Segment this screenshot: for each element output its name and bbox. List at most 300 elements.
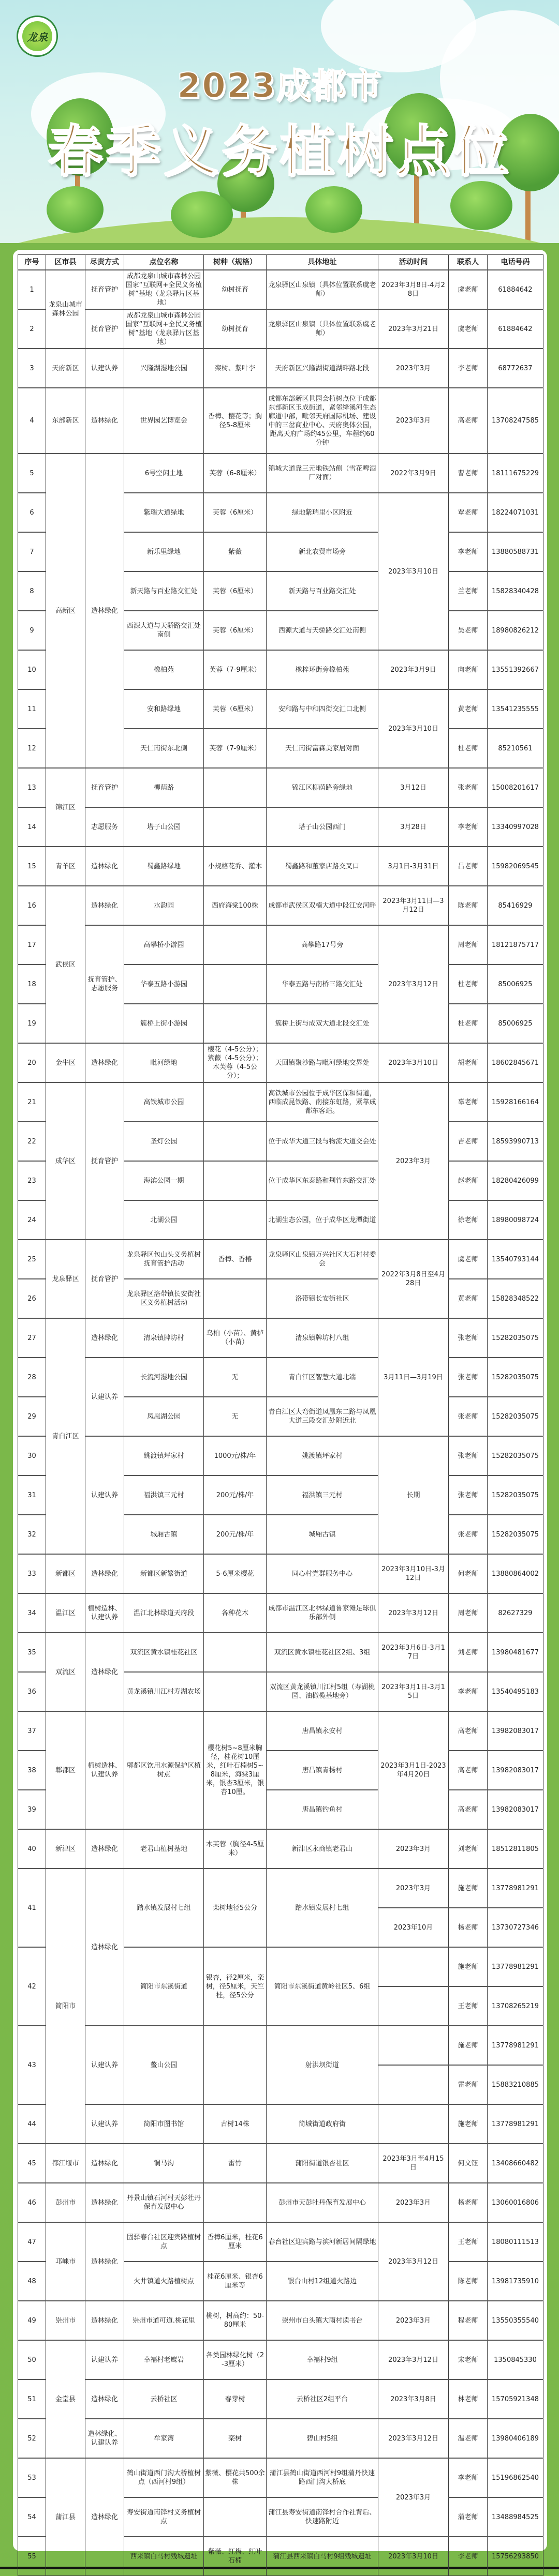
cell-contact: 吕老师 [449, 847, 488, 886]
cell-species [204, 2183, 267, 2222]
cell-name: 西源大道与天骄路交汇处南侧 [124, 611, 204, 650]
cell-phone: 13551392667 [488, 650, 543, 689]
cell-name: 簇桥上街小游园 [124, 1004, 204, 1043]
cell-contact: 雷老师 [449, 2065, 488, 2104]
cell-mode: 造林绿化 [85, 1043, 124, 1082]
cell-contact: 吴老师 [449, 611, 488, 650]
cell-phone: 15828340428 [488, 571, 543, 611]
cell-address: 踏水镇发展村七组 [267, 1869, 378, 1947]
table-row [18, 2419, 543, 2458]
cell-seq: 46 [18, 2183, 46, 2222]
cell-address: 高攀路17号旁 [267, 925, 378, 965]
cell-contact: 吉老师 [449, 1122, 488, 1161]
page-title-main: 春季义务植树点位 [48, 119, 511, 183]
cell-contact: 张老师 [449, 1436, 488, 1475]
cell-seq: 42 [18, 1947, 46, 2026]
cell-contact: 胡老师 [449, 1043, 488, 1082]
cell-species: 紫薇、红梅、红叶石楠 [204, 2537, 267, 2576]
cell-time: 2023年3月10日-3月12日 [378, 1554, 449, 1593]
cell-species: 西府海棠100株 [204, 886, 267, 925]
cell-seq: 55 [18, 2537, 46, 2576]
cell-time: 3月11日—3月19日 [378, 1318, 449, 1436]
cell-seq: 50 [18, 2340, 46, 2379]
cell-contact: 虞老师 [449, 270, 488, 309]
cell-address: 崇州市白头镇大雨村读书台 [267, 2301, 378, 2340]
cell-phone: 85210561 [488, 729, 543, 768]
cell-name: 城厢古镇 [124, 1515, 204, 1554]
cell-seq: 34 [18, 1593, 46, 1633]
cell-phone: 61884642 [488, 270, 543, 309]
cell-name: 鹤山街道西门沟大桥植树点（西河村9组） [124, 2458, 204, 2497]
cell-name: 福洪镇三元村 [124, 1475, 204, 1515]
cell-address: 簇桥上街与成双大道北段交汇处 [267, 1004, 378, 1043]
cell-species [204, 965, 267, 1004]
cell-mode: 造林绿化 [85, 388, 124, 454]
cell-name: 高铁城市公园 [124, 1082, 204, 1122]
table-row [18, 2183, 543, 2222]
column-header-phone: 电话号码 [488, 255, 543, 270]
cell-mode: 造林绿化 [85, 2183, 124, 2222]
cell-name: 踏水镇发展村七组 [124, 1869, 204, 1947]
table-row [18, 1593, 543, 1633]
cell-phone: 15282035075 [488, 1515, 543, 1554]
cell-phone: 13778981291 [488, 1869, 543, 1908]
cell-address: 锦江区柳荫路旁绿地 [267, 768, 378, 807]
cell-species: 小规格花乔、灌木 [204, 847, 267, 886]
cell-time: 2023年3月10日 [378, 689, 449, 768]
cell-mode: 抚育管护 [85, 1082, 124, 1240]
cell-address: 清泉镇牌坊村八组 [267, 1318, 378, 1358]
table-row [18, 1318, 543, 1358]
cell-address: 银台山村12组道火路边 [267, 2262, 378, 2301]
cell-name: 柳荫路 [124, 768, 204, 807]
cell-address: 华泰五路与南桥三路交汇处 [267, 965, 378, 1004]
page-title-year-city: 2023成都市 [177, 66, 382, 106]
cell-phone: 15883210885 [488, 2065, 543, 2104]
table-row [18, 1633, 543, 1672]
cell-seq: 23 [18, 1161, 46, 1200]
cell-contact: 王老师 [449, 1986, 488, 2026]
cell-name: 丹景山镇石河村天彭牡丹保育发展中心 [124, 2183, 204, 2222]
cell-mode: 抚育管护 [85, 1240, 124, 1318]
cell-seq: 22 [18, 1122, 46, 1161]
cell-district: 高新区 [46, 454, 85, 768]
cell-phone: 13708247585 [488, 388, 543, 454]
cell-phone: 13880588731 [488, 532, 543, 571]
cell-species: 栾树地径5公分 [204, 1869, 267, 1947]
cell-time: 2023年3月12日 [378, 1593, 449, 1633]
cell-seq: 33 [18, 1554, 46, 1593]
cell-contact: 蒲老师 [449, 2497, 488, 2537]
cell-seq: 54 [18, 2497, 46, 2537]
cell-phone: 18980098724 [488, 1200, 543, 1240]
table-row [18, 2222, 543, 2262]
cell-contact: 程老师 [449, 2301, 488, 2340]
cell-name: 成都龙泉山城市森林公园国家“互联网+全民义务植树”基地（龙泉驿片区基地） [124, 270, 204, 309]
cell-seq: 6 [18, 493, 46, 532]
cell-time: 2023年3月 [378, 349, 449, 388]
cell-contact: 陈老师 [449, 2262, 488, 2301]
cell-name: 蜀鑫路绿地 [124, 847, 204, 886]
table-row [18, 2340, 543, 2379]
cell-time: 2023年3月 [378, 388, 449, 454]
cell-district: 锦江区 [46, 768, 85, 847]
cell-species: 芙蓉（6厘米） [204, 689, 267, 729]
cell-time: 2023年3月6日-3月17日 [378, 1633, 449, 1672]
cell-phone: 18111675229 [488, 454, 543, 493]
cell-contact: 李老师 [449, 532, 488, 571]
cell-species: 桂花6厘米、银杏6厘米等 [204, 2262, 267, 2301]
cell-time: 2023年3月12日 [378, 2340, 449, 2379]
cell-contact: 张老师 [449, 1318, 488, 1358]
cell-address: 双流区黄龙溪镇川江村5组（寿湖桃园、油橄榄基地旁） [267, 1672, 378, 1711]
cell-phone: 18602845671 [488, 1043, 543, 1082]
table-row [18, 349, 543, 388]
cell-species: 紫薇、樱花共500余株 [204, 2458, 267, 2497]
cell-address: 春台社区迎宾路与滨河新居间隔绿地 [267, 2222, 378, 2262]
cell-time: 2023年3月12日 [378, 2419, 449, 2458]
cell-mode: 认建认养 [85, 2340, 124, 2379]
column-header-contact: 联系人 [449, 255, 488, 270]
cell-address: 成都市温江区北林绿道鲁家滩足球俱乐部外侧 [267, 1593, 378, 1633]
cell-time: 2023年3月 [378, 1082, 449, 1240]
cell-contact: 陈老师 [449, 886, 488, 925]
cell-species: 芙蓉（7-9厘米） [204, 650, 267, 689]
cell-mode: 认建认养 [85, 1436, 124, 1554]
cell-species: 无 [204, 1397, 267, 1436]
cell-time: 2023年3月 [378, 1869, 449, 1908]
table-row [18, 1554, 543, 1593]
cell-seq: 21 [18, 1082, 46, 1122]
cell-species: 200元/株/年 [204, 1515, 267, 1554]
cell-phone: 61884642 [488, 309, 543, 349]
cell-seq: 18 [18, 965, 46, 1004]
cell-district: 新津区 [46, 1829, 85, 1869]
cell-phone: 13778981291 [488, 2104, 543, 2144]
bush [171, 191, 233, 238]
cell-name: 黄龙溪镇川江村寿湖农场 [124, 1672, 204, 1711]
column-header-species: 树种（规格） [204, 255, 267, 270]
cell-contact: 李老师 [449, 2458, 488, 2497]
cell-seq: 41 [18, 1869, 46, 1947]
cell-district: 天府新区 [46, 349, 85, 388]
cell-phone: 13982083017 [488, 1751, 543, 1790]
cell-mode: 抚育管护 [85, 270, 124, 309]
cell-address: 蒲阳街道银杏社区 [267, 2144, 378, 2183]
cell-time: 2023年3月1日-2023年4月20日 [378, 1711, 449, 1829]
cell-time: 3月12日 [378, 768, 449, 807]
cell-mode: 造林绿化 [85, 1318, 124, 1358]
cell-seq: 9 [18, 611, 46, 650]
cell-phone: 13982083017 [488, 1711, 543, 1751]
cell-district: 都江堰市 [46, 2144, 85, 2183]
cell-mode: 志愿服务 [85, 807, 124, 847]
cell-name: 6号空闲土地 [124, 454, 204, 493]
cell-mode: 植树造林、认建认养 [85, 1593, 124, 1633]
cell-seq: 51 [18, 2379, 46, 2419]
cell-time [378, 2104, 449, 2144]
cell-species [204, 1161, 267, 1200]
cell-address: 新津区永商镇老君山 [267, 1829, 378, 1869]
cell-seq: 37 [18, 1711, 46, 1751]
cell-phone: 13778981291 [488, 1947, 543, 1986]
cell-name: 毗河绿地 [124, 1043, 204, 1082]
cell-seq: 7 [18, 532, 46, 571]
logo-emblem: 龙泉 [22, 21, 52, 51]
cell-time: 2023年3月至4月15日 [378, 2144, 449, 2183]
cell-contact: 周老师 [449, 925, 488, 965]
cell-mode: 造林绿化 [85, 1869, 124, 2026]
cell-address: 云桥社区2组平台 [267, 2379, 378, 2419]
cell-time: 2023年10月 [378, 1908, 449, 1947]
cell-name: 火井镇道火路植树点 [124, 2262, 204, 2301]
cell-phone: 68772637 [488, 349, 543, 388]
cell-mode: 造林绿化 [85, 2222, 124, 2301]
cell-seq: 52 [18, 2419, 46, 2458]
cell-address: 彭州市天彭牡丹保育发展中心 [267, 2183, 378, 2222]
cell-species: 桃树，树高约：50-80厘米 [204, 2301, 267, 2340]
cell-address: 锦城大道靠三元地铁站侧（雪花啤酒厂对面） [267, 454, 378, 493]
cell-address: 射洪坝街道 [267, 2026, 378, 2104]
table-row [18, 1829, 543, 1869]
bush [47, 186, 104, 233]
cell-seq: 8 [18, 571, 46, 611]
table-row [18, 768, 543, 807]
cell-contact: 徐老师 [449, 1200, 488, 1240]
cell-phone: 13540495183 [488, 1672, 543, 1711]
cell-address: 新北农贸市场旁 [267, 532, 378, 571]
cell-district: 东部新区 [46, 388, 85, 454]
cell-seq: 29 [18, 1397, 46, 1436]
table-row [18, 1436, 543, 1475]
cell-seq: 32 [18, 1515, 46, 1554]
cell-species: 樱花（4-5公分）；紫薇（4-5公分）；木芙蓉（4-5公分）； [204, 1043, 267, 1082]
cell-species [204, 2026, 267, 2104]
cell-species [204, 807, 267, 847]
cell-address: 天仁南街富森美家居对面 [267, 729, 378, 768]
cell-species [204, 1633, 267, 1672]
cell-seq: 15 [18, 847, 46, 886]
cell-contact: 张老师 [449, 1397, 488, 1436]
column-header-seq: 序号 [18, 255, 46, 270]
cell-phone: 13060016806 [488, 2183, 543, 2222]
cell-contact: 宋老师 [449, 2340, 488, 2379]
cell-district: 青羊区 [46, 847, 85, 886]
cell-phone: 15282035075 [488, 1318, 543, 1358]
table-row [18, 2458, 543, 2497]
cell-contact: 黄老师 [449, 689, 488, 729]
cell-phone: 15196862540 [488, 2458, 543, 2497]
cell-phone: 13778981291 [488, 2026, 543, 2065]
cell-name: 海滨公园一期 [124, 1161, 204, 1200]
cell-phone: 15828348522 [488, 1279, 543, 1318]
cell-contact: 周老师 [449, 1593, 488, 1633]
cell-district: 双流区 [46, 1633, 85, 1711]
cell-phone: 18280426099 [488, 1161, 543, 1200]
cell-contact: 杨老师 [449, 2183, 488, 2222]
cell-name: 简阳市图书馆 [124, 2104, 204, 2144]
cell-address: 天回镇聚沙路与毗河绿地交界处 [267, 1043, 378, 1082]
cell-phone: 13550355540 [488, 2301, 543, 2340]
cell-species: 各类园林绿化树（2-3厘米） [204, 2340, 267, 2379]
cell-phone: 15705921348 [488, 2379, 543, 2419]
cell-seq: 38 [18, 1751, 46, 1790]
cell-district: 武侯区 [46, 886, 85, 1043]
cell-seq: 24 [18, 1200, 46, 1240]
cell-name: 龙泉驿区包山头义务植树抚育管护活动 [124, 1240, 204, 1279]
cell-species [204, 1279, 267, 1318]
table-row [18, 270, 543, 309]
table-row [18, 2026, 543, 2065]
cell-address: 龙泉驿区山泉镇（具体位置联系虞老师） [267, 270, 378, 309]
cell-contact: 李老师 [449, 2537, 488, 2576]
cell-address: 唐昌镇钓鱼村 [267, 1790, 378, 1829]
cell-name: 凤凰湖公园 [124, 1397, 204, 1436]
cell-mode: 造林绿化 [85, 2458, 124, 2576]
cell-contact: 黄老师 [449, 1279, 488, 1318]
table-row [18, 847, 543, 886]
cell-contact: 张老师 [449, 768, 488, 807]
cell-name: 成都龙泉山城市森林公园国家“互联网+全民义务植树”基地（龙泉驿片区基地） [124, 309, 204, 349]
cell-contact: 张老师 [449, 1358, 488, 1397]
cell-phone: 13981735910 [488, 2262, 543, 2301]
cell-name: 双流区黄水镇桂花社区 [124, 1633, 204, 1672]
cell-species: 栾树、紫叶李 [204, 349, 267, 388]
cell-species [204, 2497, 267, 2537]
cell-species: 雷竹 [204, 2144, 267, 2183]
cell-contact: 李老师 [449, 807, 488, 847]
cell-phone: 18512811805 [488, 1829, 543, 1869]
cell-seq: 11 [18, 689, 46, 729]
cell-name: 牟家湾 [124, 2419, 204, 2458]
cell-name: 郫都区饮用水源保护区植树点 [124, 1711, 204, 1829]
cell-time: 2023年3月8日-4月28日 [378, 270, 449, 309]
cell-phone: 15928166164 [488, 1082, 543, 1122]
cell-species: 香樟6厘米，桂花6厘米 [204, 2222, 267, 2262]
cell-seq: 45 [18, 2144, 46, 2183]
cell-district: 蒲江县 [46, 2458, 85, 2576]
cell-seq: 28 [18, 1358, 46, 1397]
cell-district: 金牛区 [46, 1043, 85, 1082]
cell-species: 银杏，径2厘米，栾树，径5厘米，天竺桂，径5公分 [204, 1947, 267, 2026]
cell-seq: 1 [18, 270, 46, 309]
cell-address: 塔子山公园西门 [267, 807, 378, 847]
table-row [18, 1711, 543, 1751]
cell-address: 橡梓环街旁橡柏苑 [267, 650, 378, 689]
cell-time: 2023年3月21日 [378, 309, 449, 349]
cell-district: 龙泉山城市森林公园 [46, 270, 85, 349]
cell-address: 新天路与百业路交汇处 [267, 571, 378, 611]
cell-species [204, 1672, 267, 1711]
cell-seq: 16 [18, 886, 46, 925]
table-row [18, 886, 543, 925]
cell-species [204, 925, 267, 965]
cell-time: 3月28日 [378, 807, 449, 847]
cell-contact: 虞老师 [449, 309, 488, 349]
cell-contact: 王老师 [449, 2222, 488, 2262]
cell-species: 香樟、香椿 [204, 1240, 267, 1279]
cell-name: 崇州市道可道.桃花里 [124, 2301, 204, 2340]
cell-species: 乌桕（小苗）、黄栌（小苗） [204, 1318, 267, 1358]
cell-species: 芙蓉（6厘米） [204, 493, 267, 532]
cell-time: 2023年3月 [378, 2183, 449, 2222]
table-row [18, 2379, 543, 2419]
cell-address: 青白江区智慧大道北端 [267, 1358, 378, 1397]
cell-species: 各种花木 [204, 1593, 267, 1633]
cell-species [204, 1200, 267, 1240]
planting-sites-table [18, 254, 543, 2576]
cell-phone: 18121875717 [488, 925, 543, 965]
cell-phone: 13708265219 [488, 1986, 543, 2026]
cell-seq: 53 [18, 2458, 46, 2497]
cell-seq: 17 [18, 925, 46, 965]
cell-phone: 85416929 [488, 886, 543, 925]
cell-district: 龙泉驿区 [46, 1240, 85, 1318]
cell-time [378, 1986, 449, 2026]
cell-address: 姚渡镇坪家村 [267, 1436, 378, 1475]
cell-seq: 25 [18, 1240, 46, 1279]
cell-species: 香樟、樱花等；胸径5-8厘米 [204, 388, 267, 454]
cell-contact: 杜老师 [449, 729, 488, 768]
cell-name: 橡柏苑 [124, 650, 204, 689]
cell-phone: 15282035075 [488, 1436, 543, 1475]
table-row [18, 1358, 543, 1397]
cell-mode: 认建认养 [85, 2026, 124, 2104]
table-row [18, 1240, 543, 1279]
cell-contact: 覃老师 [449, 493, 488, 532]
table-row [18, 388, 543, 454]
cell-name: 塔子山公园 [124, 807, 204, 847]
cell-phone: 15756293850 [488, 2537, 543, 2576]
cell-species: 无 [204, 1358, 267, 1397]
cell-contact: 施老师 [449, 1947, 488, 1986]
cell-contact: 杨老师 [449, 1908, 488, 1947]
column-header-name: 点位名称 [124, 255, 204, 270]
cell-phone: 13408660482 [488, 2144, 543, 2183]
cell-species: 芙蓉（6-8厘米） [204, 454, 267, 493]
table-row [18, 1043, 543, 1082]
cell-mode: 抚育管护 [85, 309, 124, 349]
cell-seq: 12 [18, 729, 46, 768]
cell-mode: 植树造林、认建认养 [85, 1711, 124, 1829]
cell-time [378, 2026, 449, 2065]
cell-phone: 13541235555 [488, 689, 543, 729]
cell-seq: 20 [18, 1043, 46, 1082]
cell-contact: 高老师 [449, 388, 488, 454]
cell-phone: 15982069545 [488, 847, 543, 886]
cell-address: 北湖生态公园，位于成华区龙潭街道 [267, 1200, 378, 1240]
cell-name: 圣灯公园 [124, 1122, 204, 1161]
cell-contact: 杜老师 [449, 1004, 488, 1043]
cell-species: 樱花树5~8厘米胸径，桂花树10厘米，红叶石楠树5~8厘米，海棠3厘米，银杏3厘米，银杏10厘。 [204, 1711, 267, 1829]
cell-mode: 造林绿化 [85, 886, 124, 925]
cell-name: 华泰五路小游园 [124, 965, 204, 1004]
cell-seq: 27 [18, 1318, 46, 1358]
cell-time: 2023年3月8日 [378, 2379, 449, 2419]
cell-address: 龙泉驿区山泉镇万兴社区大石村村委会 [267, 1240, 378, 1279]
cell-name: 紫瑞大道绿地 [124, 493, 204, 532]
cell-seq: 10 [18, 650, 46, 689]
cell-address: 成都市武侯区双楠大道中段江安河畔 [267, 886, 378, 925]
cell-time: 2023年3月10日 [378, 1043, 449, 1082]
cell-phone: 85006925 [488, 965, 543, 1004]
cell-species: 木芙蓉（胸径4-5厘米） [204, 1829, 267, 1869]
cell-phone: 15282035075 [488, 1397, 543, 1436]
cell-contact: 曹老师 [449, 454, 488, 493]
cell-contact: 虞老师 [449, 1240, 488, 1279]
cell-mode: 认建认养 [85, 1358, 124, 1436]
cell-time: 2023年3月12日 [378, 925, 449, 1043]
